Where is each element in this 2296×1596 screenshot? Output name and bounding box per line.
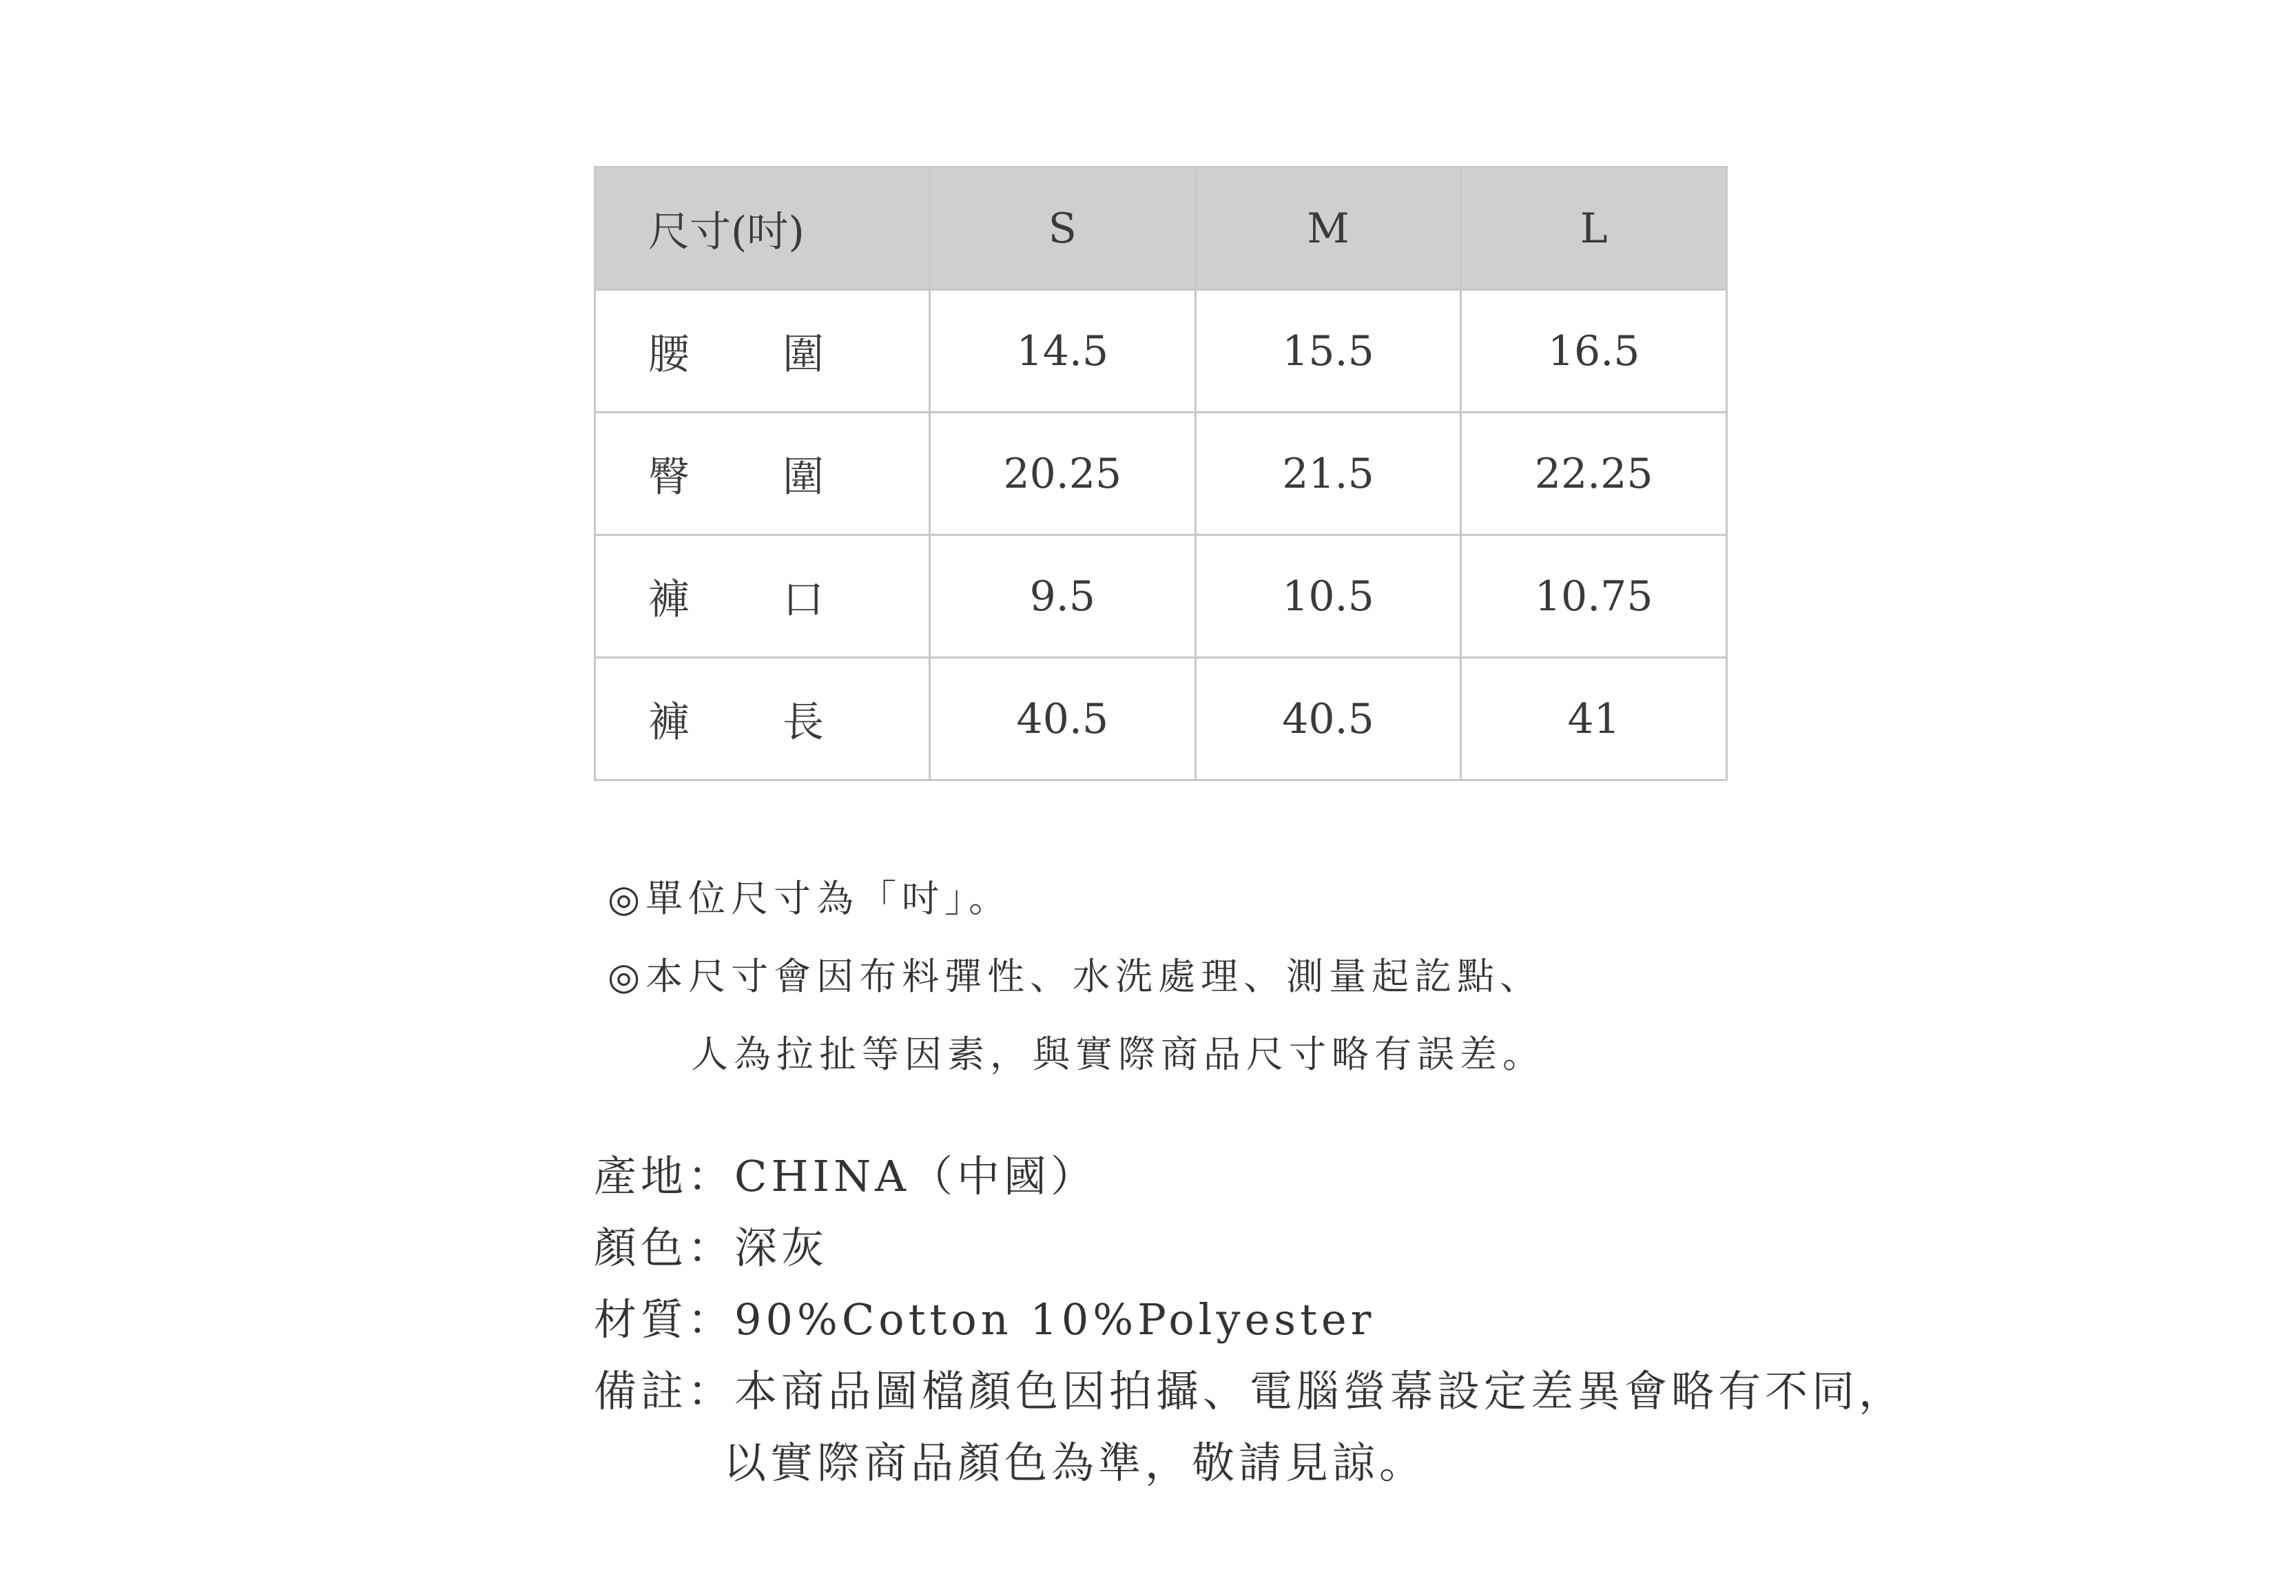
color-line bbox=[594, 1214, 828, 1275]
table-row-leg-opening bbox=[595, 535, 1727, 658]
size-unit-header: 尺寸(吋) bbox=[595, 167, 930, 290]
table-cell: 40.5 bbox=[930, 658, 1196, 780]
table-cell: 10.5 bbox=[1195, 535, 1461, 658]
row-label-char: 圍 bbox=[783, 453, 824, 501]
table-row-hip bbox=[595, 413, 1727, 535]
table-cell: 9.5 bbox=[930, 535, 1196, 658]
table-cell: 16.5 bbox=[1461, 290, 1727, 413]
material-value: 90%Cotton 10%Polyester bbox=[734, 1294, 1376, 1345]
size-table bbox=[594, 166, 1728, 781]
origin-label: 產地： bbox=[594, 1151, 735, 1201]
error-note-line1: ◎本尺寸會因布料彈性、水洗處理、測量起訖點、 bbox=[608, 955, 1543, 998]
row-label-char: 長 bbox=[783, 698, 824, 747]
table-cell: 14.5 bbox=[930, 290, 1196, 413]
table-cell: 15.5 bbox=[1195, 290, 1461, 413]
origin-line bbox=[594, 1142, 1097, 1203]
color-label: 顏色： bbox=[594, 1223, 735, 1273]
unit-note: ◎單位尺寸為「吋」。 bbox=[608, 877, 1012, 920]
row-label-length bbox=[595, 658, 930, 780]
row-label-char: 腰 bbox=[648, 330, 690, 379]
origin-value: CHINA（中國） bbox=[734, 1151, 1098, 1201]
row-label-hip bbox=[595, 413, 930, 535]
size-s-header: S bbox=[930, 167, 1196, 290]
remark-label: 備註： bbox=[594, 1366, 735, 1416]
table-cell: 22.25 bbox=[1461, 413, 1727, 535]
material-label: 材質： bbox=[594, 1294, 735, 1345]
row-label-char: 臀 bbox=[648, 453, 690, 501]
row-label-char: 圍 bbox=[783, 330, 824, 379]
table-row-waist bbox=[595, 290, 1727, 413]
remark-line2: 以實際商品顏色為準，敬請見諒。 bbox=[723, 1438, 1427, 1488]
table-header-row bbox=[595, 167, 1727, 290]
remark-line1: 本商品圖檔顏色因拍攝、電腦螢幕設定差異會略有不同， bbox=[734, 1366, 1906, 1416]
table-cell: 21.5 bbox=[1195, 413, 1461, 535]
error-note-line2: 人為拉扯等因素，與實際商品尺寸略有誤差。 bbox=[691, 1033, 1545, 1076]
color-value: 深灰 bbox=[734, 1223, 829, 1273]
material-line bbox=[594, 1285, 1375, 1347]
size-m-header: M bbox=[1195, 167, 1461, 290]
table-row-length bbox=[595, 658, 1727, 780]
row-label-leg-opening bbox=[595, 535, 930, 658]
row-label-char: 褲 bbox=[648, 698, 690, 747]
row-label-char: 褲 bbox=[648, 575, 690, 624]
size-l-header: L bbox=[1461, 167, 1727, 290]
table-cell: 40.5 bbox=[1195, 658, 1461, 780]
remark-line bbox=[594, 1357, 1905, 1418]
table-cell: 20.25 bbox=[930, 413, 1196, 535]
row-label-waist bbox=[595, 290, 930, 413]
table-cell: 10.75 bbox=[1461, 535, 1727, 658]
table-cell: 41 bbox=[1461, 658, 1727, 780]
row-label-char: 口 bbox=[783, 575, 824, 624]
